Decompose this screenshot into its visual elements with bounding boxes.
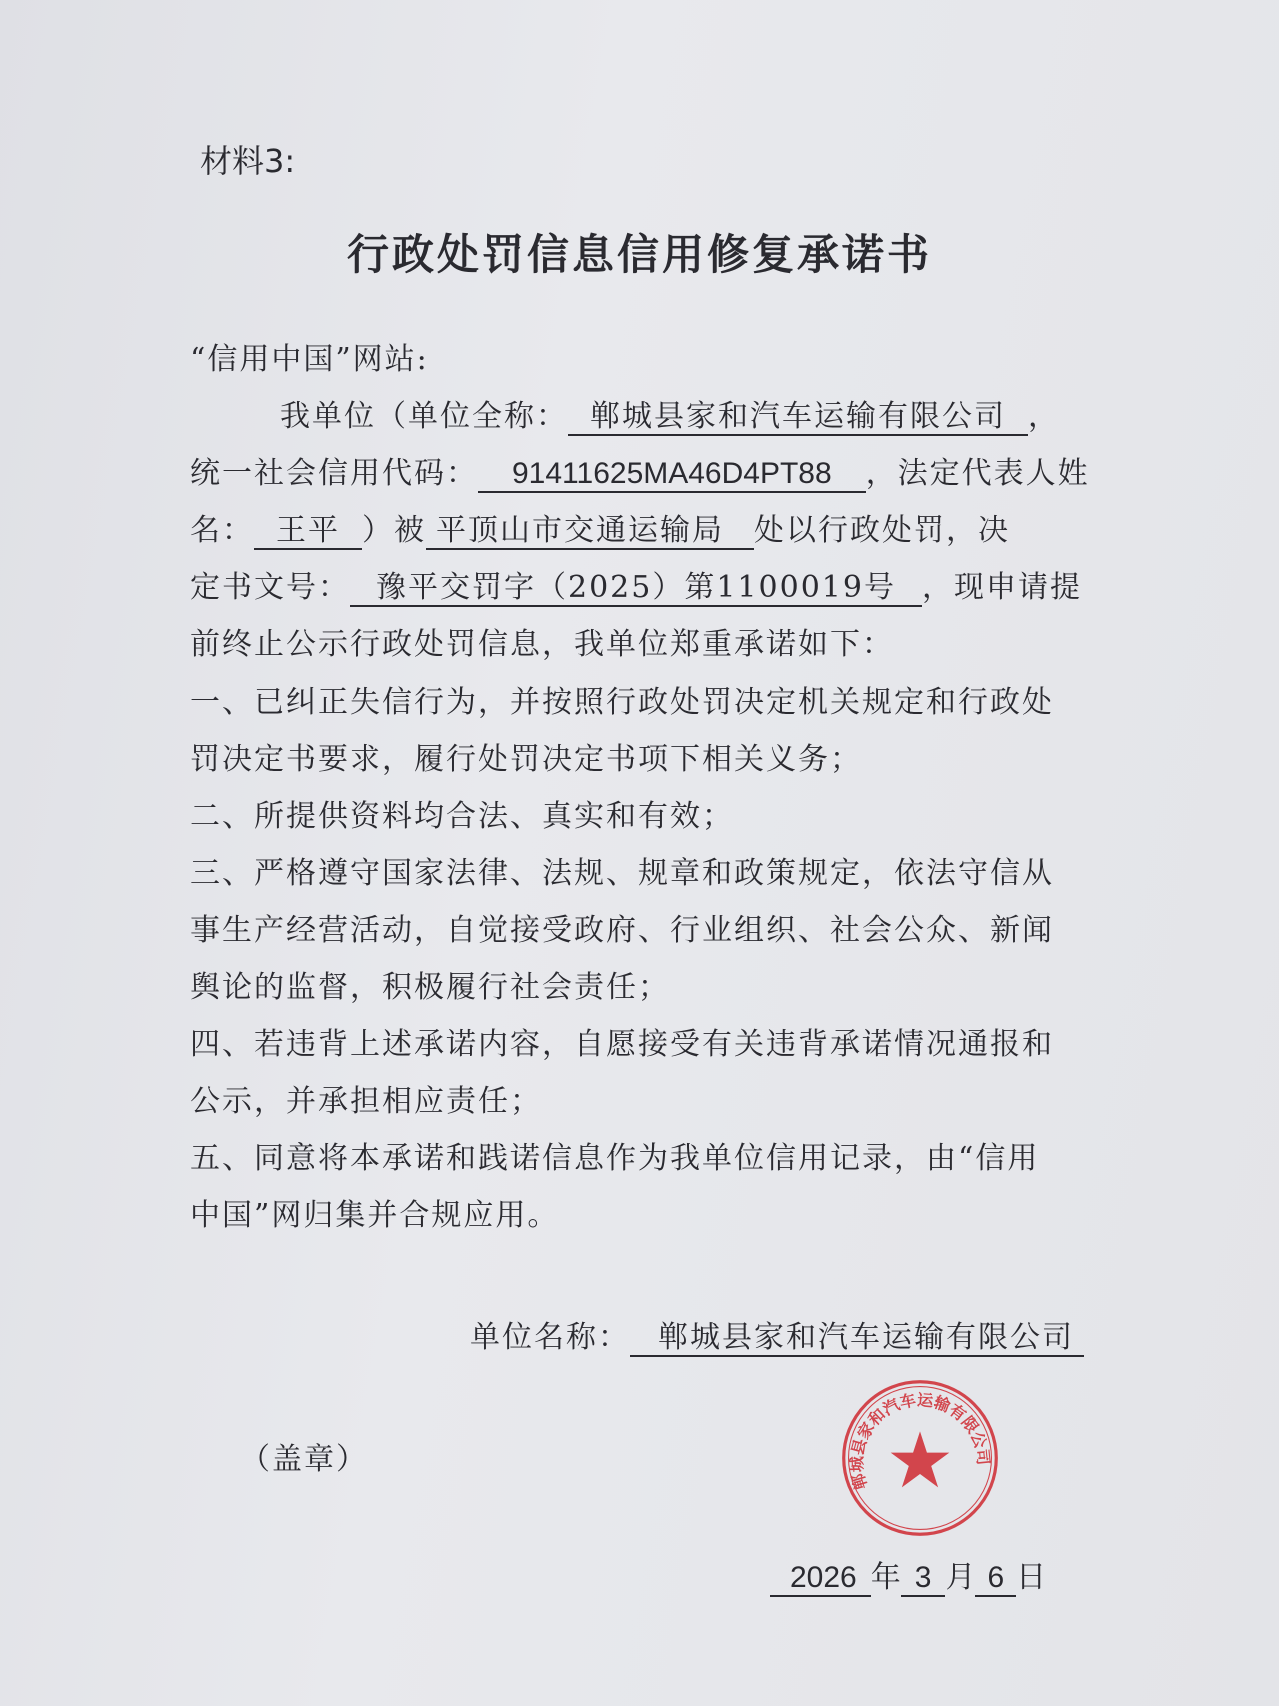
- authority-field: 平顶山市交通运输局: [426, 514, 754, 550]
- commitment-line: 罚决定书要求，履行处罚决定书项下相关义务；: [190, 742, 862, 777]
- commitment-line: 五、同意将本承诺和践诺信息作为我单位信用记录，由“信用: [190, 1141, 1040, 1176]
- signature-name-line: [470, 1318, 1084, 1358]
- intro-text: ，法定代表人姓: [865, 456, 1090, 491]
- seal-text: 郸城县家和汽车运输有限公司: [847, 1390, 994, 1492]
- intro-text: ，现申请提: [921, 570, 1082, 605]
- commitment-line: 舆论的监督，积极履行社会责任；: [190, 970, 670, 1005]
- commitment-line: 事生产经营活动，自觉接受政府、行业组织、社会公众、新闻: [190, 913, 1054, 948]
- star-icon: [891, 1431, 950, 1487]
- intro-text: ）被: [362, 513, 426, 548]
- intro-line-3: [190, 511, 1010, 551]
- day-unit: 日: [1016, 1560, 1047, 1595]
- intro-text: ，: [1028, 399, 1060, 434]
- date-month: 3: [901, 1561, 946, 1597]
- intro-text: 我单位（单位全称：: [280, 399, 568, 434]
- commitment-line: 一、已纠正失信行为，并按照行政处罚决定机关规定和行政处: [190, 685, 1054, 720]
- commitment-line: 四、若违背上述承诺内容，自愿接受有关违背承诺情况通报和: [190, 1027, 1054, 1062]
- intro-line-2: [190, 454, 1090, 494]
- year-unit: 年: [870, 1560, 901, 1595]
- commitment-line: 中国”网归集并合规应用。: [190, 1198, 560, 1233]
- intro-text: 处以行政处罚，决: [754, 513, 1010, 548]
- intro-text: 名：: [190, 513, 254, 548]
- date-day: 6: [975, 1561, 1016, 1597]
- credit-code-field: 91411625MA46D4PT88: [478, 457, 866, 493]
- date-year: 2026: [770, 1561, 871, 1597]
- legal-rep-field: 王平: [254, 514, 362, 550]
- document-title: 行政处罚信息信用修复承诺书: [346, 230, 932, 279]
- unit-name-field: 郸城县家和汽车运输有限公司: [568, 400, 1028, 436]
- intro-text: 统一社会信用代码：: [190, 456, 478, 491]
- intro-line-1: [280, 397, 1060, 437]
- addressee: “信用中国”网站:: [190, 342, 429, 377]
- intro-line-5: 前终止公示行政处罚信息，我单位郑重承诺如下：: [190, 627, 894, 662]
- decision-number-field: 豫平交罚字（2025）第1100019号: [350, 571, 922, 607]
- commitment-line: 公示，并承担相应责任；: [190, 1084, 542, 1119]
- intro-text: 定书文号：: [190, 570, 350, 605]
- month-unit: 月: [945, 1560, 976, 1595]
- commitment-line: 三、严格遵守国家法律、法规、规章和政策规定，依法守信从: [190, 856, 1054, 891]
- unit-name-label: 单位名称：: [470, 1320, 630, 1355]
- unit-name-signature: 郸城县家和汽车运输有限公司: [630, 1321, 1084, 1357]
- intro-line-4: [190, 568, 1082, 608]
- stamp-label: （盖章）: [240, 1442, 368, 1477]
- material-label: 材料3:: [200, 142, 296, 180]
- date-line: [770, 1558, 1046, 1598]
- commitment-line: 二、所提供资料均合法、真实和有效；: [190, 799, 734, 834]
- company-seal: [840, 1378, 1000, 1538]
